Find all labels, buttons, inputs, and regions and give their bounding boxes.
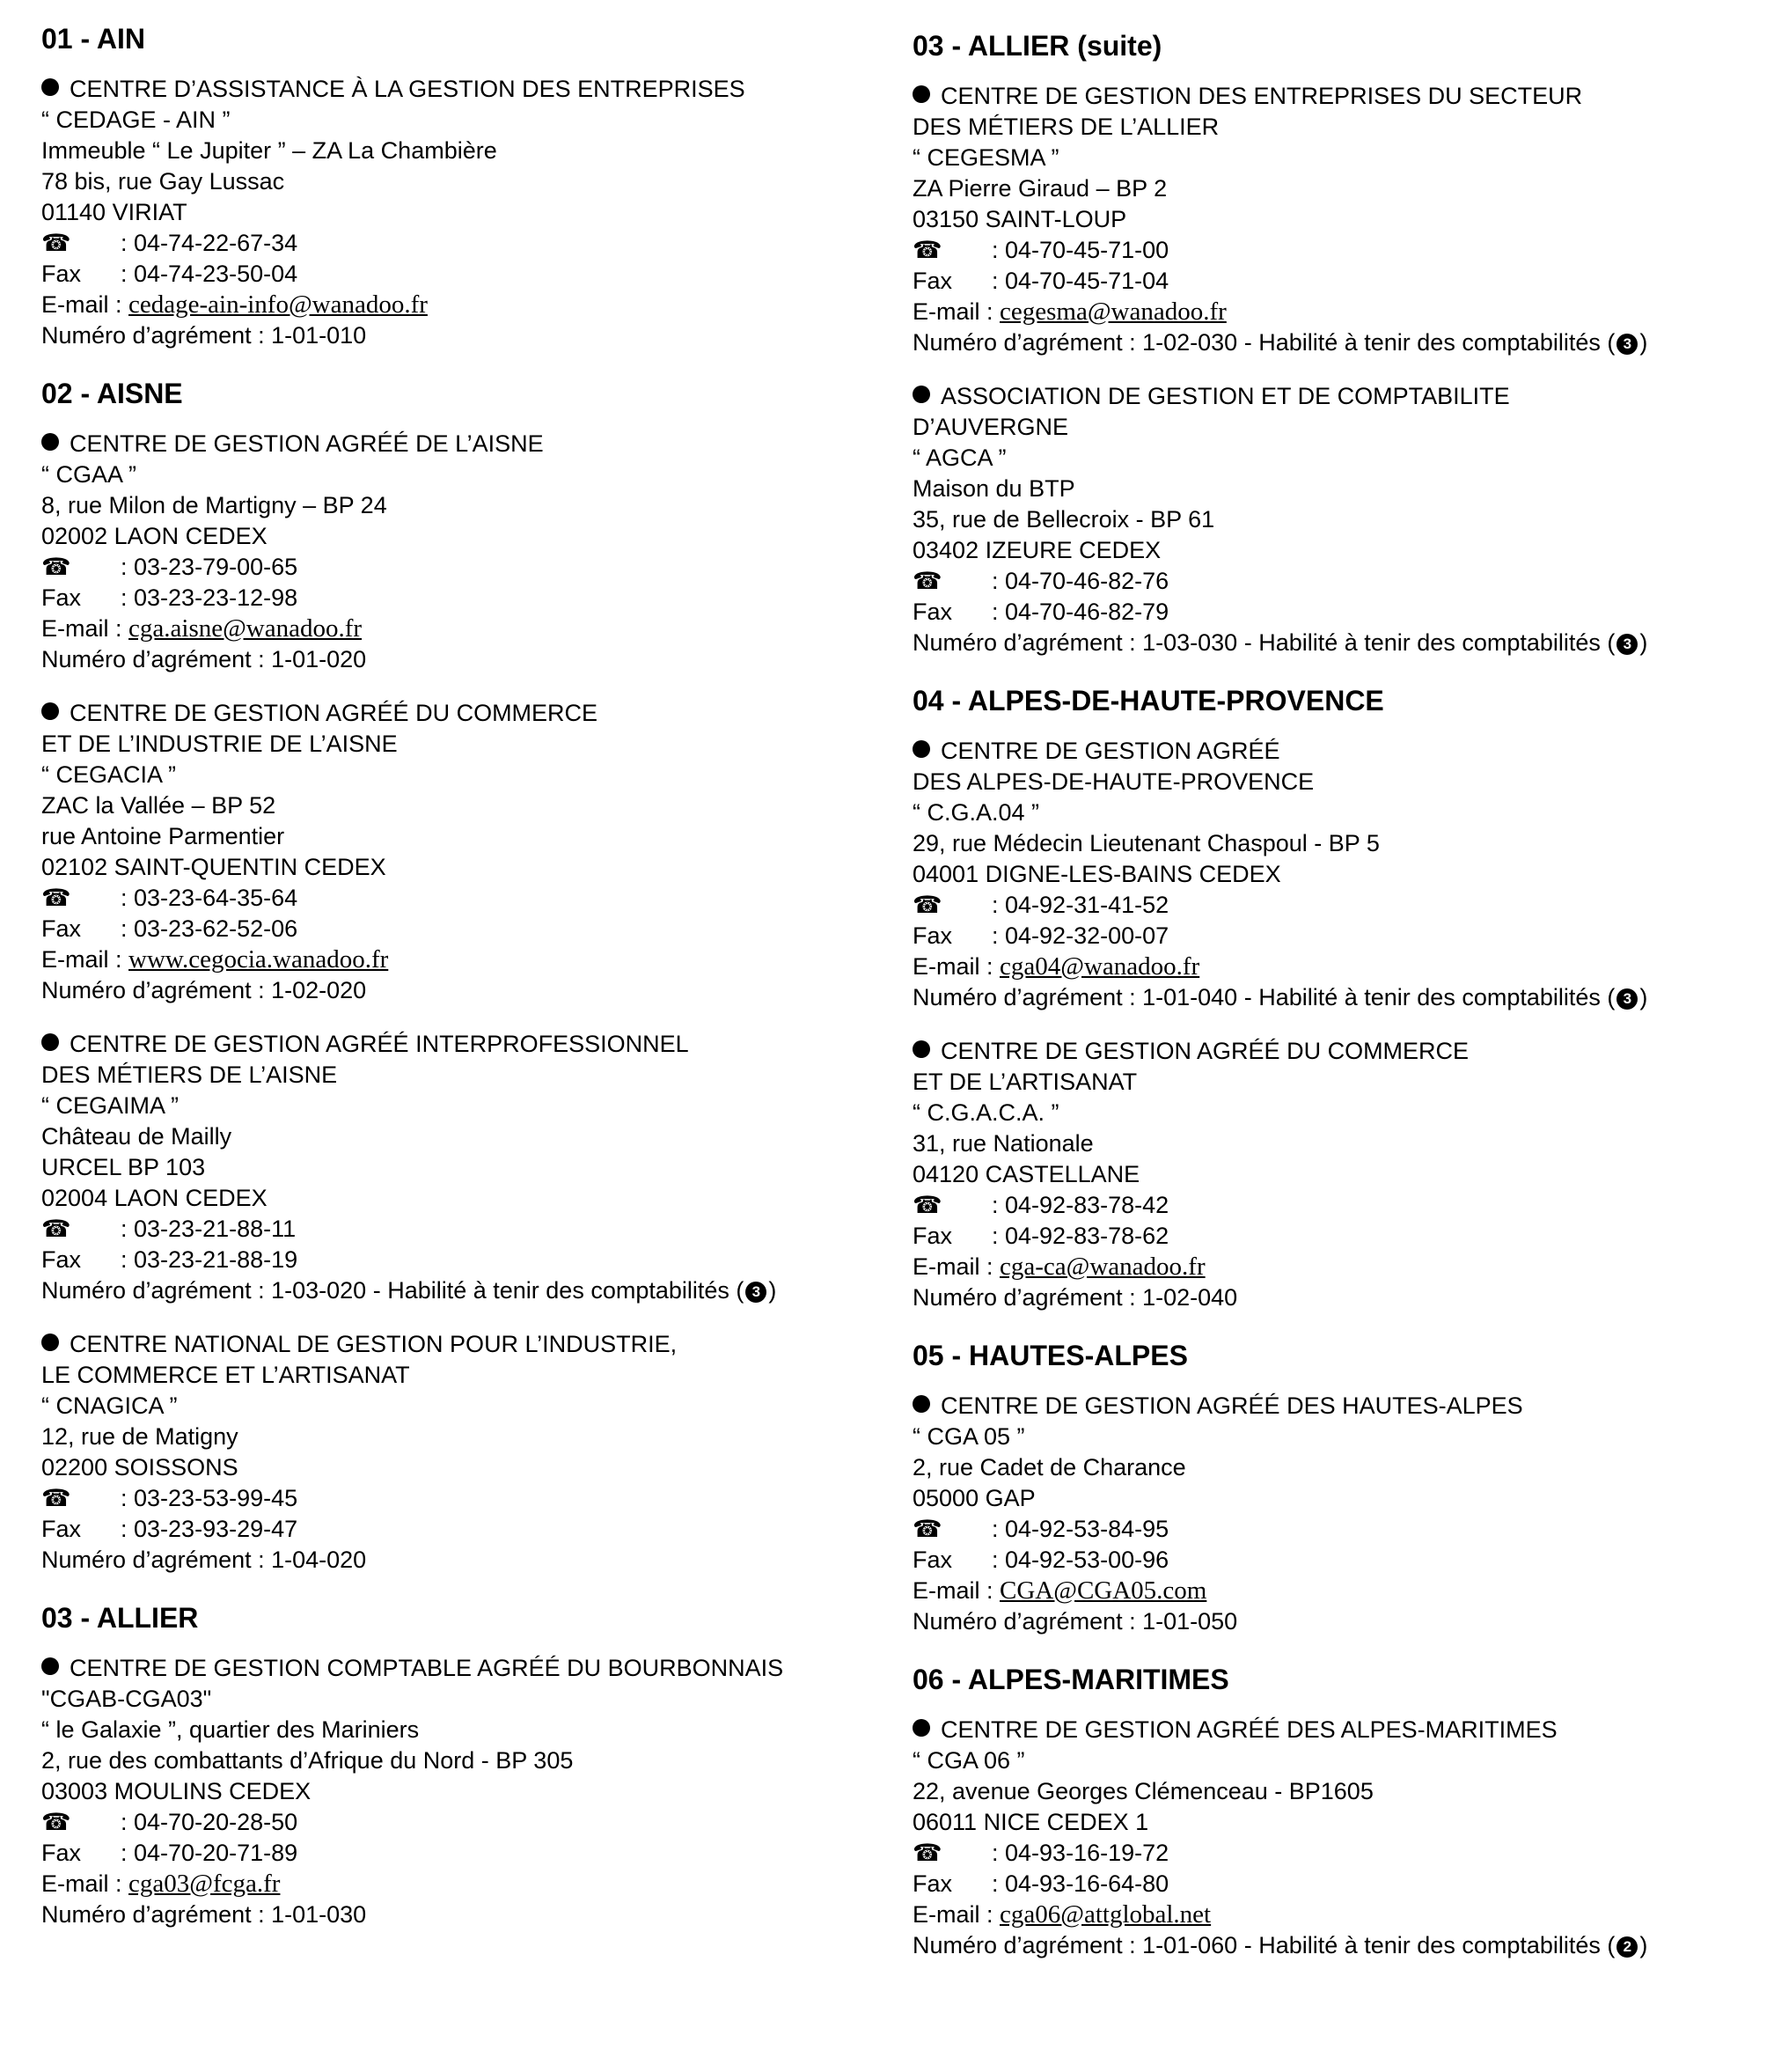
email-line (41, 1869, 895, 1899)
address-line: ZAC la Vallée – BP 52 (41, 792, 276, 819)
fax-prefix: : (992, 599, 1006, 625)
phone-number: 04-74-22-67-34 (134, 230, 298, 256)
telephone-icon: ☎ (913, 1840, 942, 1867)
fax-label: Fax (913, 268, 953, 294)
fax-line (913, 1221, 1757, 1252)
email-link[interactable]: CGA@CGA05.com (1000, 1576, 1207, 1605)
center-name: D’AUVERGNE (913, 414, 1069, 440)
center-entry (913, 81, 1757, 358)
center-entry (41, 429, 895, 675)
phone-prefix: : (121, 1216, 135, 1242)
close-paren: ) (1639, 329, 1648, 356)
center-entry (913, 736, 1757, 1013)
phone-label (913, 1514, 992, 1545)
fax-prefix: : (121, 915, 135, 942)
telephone-icon: ☎ (41, 1485, 71, 1512)
circled-number-icon: 2 (1616, 1936, 1638, 1958)
phone-line (913, 1838, 1757, 1869)
center-acronym: “ CGAA ” (41, 461, 137, 488)
fax-number: 03-23-23-12-98 (134, 584, 298, 611)
phone-line (913, 890, 1757, 921)
address-line: 06011 NICE CEDEX 1 (913, 1809, 1149, 1835)
approval-number: Numéro d’agrément : 1-01-020 (41, 646, 367, 672)
email-line (913, 297, 1757, 327)
fax-prefix: : (992, 1223, 1006, 1249)
approval-number: Numéro d’agrément : 1-03-030 (913, 629, 1238, 656)
fax-prefix: : (992, 922, 1006, 949)
habilitation-text: - Habilité à tenir des comptabilités ( (366, 1277, 744, 1304)
center-name-line (913, 412, 1757, 443)
email-link[interactable]: cga.aisne@wanadoo.fr (128, 614, 363, 643)
department-heading: 01 - AIN (41, 23, 145, 55)
address-line: 05000 GAP (913, 1485, 1036, 1511)
habilitation-text: - Habilité à tenir des comptabilités ( (1237, 984, 1616, 1010)
department-heading: 06 - ALPES-MARITIMES (913, 1664, 1229, 1695)
approval-line (913, 982, 1757, 1013)
address-line: rue Antoine Parmentier (41, 823, 285, 849)
center-acronym: “ CNAGICA ” (41, 1392, 178, 1419)
phone-prefix: : (992, 892, 1006, 918)
approval-number: Numéro d’agrément : 1-01-050 (913, 1608, 1238, 1635)
center-entry (41, 1653, 895, 1930)
department-heading: 02 - AISNE (41, 378, 183, 409)
phone-prefix: : (121, 1809, 135, 1835)
approval-line (913, 1930, 1757, 1961)
address-line: 12, rue de Matigny (41, 1423, 238, 1450)
phone-label (41, 883, 121, 914)
right-column (913, 26, 1757, 1984)
center-name: CENTRE DE GESTION AGRÉÉ DE L’AISNE (70, 430, 544, 457)
phone-line (41, 1214, 895, 1245)
center-name: CENTRE D’ASSISTANCE À LA GESTION DES ENTREPRISES (70, 76, 745, 102)
center-name: CENTRE DE GESTION AGRÉÉ DES ALPES-MARITIMES (941, 1716, 1558, 1743)
center-name-line (913, 112, 1757, 143)
center-name-line (913, 381, 1757, 412)
address-line: Immeuble “ Le Jupiter ” – ZA La Chambière (41, 137, 497, 164)
approval-line (41, 1545, 895, 1576)
email-line (913, 1899, 1757, 1930)
phone-prefix: : (121, 885, 135, 911)
phone-prefix: : (121, 230, 135, 256)
address-line: 78 bis, rue Gay Lussac (41, 168, 285, 195)
address-line: Maison du BTP (913, 475, 1075, 502)
center-name-line (913, 1715, 1757, 1745)
fax-number: 03-23-93-29-47 (134, 1516, 298, 1542)
approval-line (41, 975, 895, 1006)
email-label: E-mail : (41, 946, 129, 973)
approval-number: Numéro d’agrément : 1-01-030 (41, 1901, 367, 1928)
bullet-icon (41, 78, 59, 96)
address-line: 31, rue Nationale (913, 1130, 1094, 1157)
fax-label: Fax (41, 915, 82, 942)
email-label: E-mail : (41, 615, 129, 642)
telephone-icon: ☎ (913, 1192, 942, 1219)
telephone-icon: ☎ (913, 1516, 942, 1543)
center-name-line (913, 1036, 1757, 1067)
approval-number: Numéro d’agrément : 1-01-010 (41, 322, 367, 349)
habilitation-text: - Habilité à tenir des comptabilités ( (1237, 629, 1616, 656)
center-entry (41, 698, 895, 1006)
circled-number-icon: 3 (745, 1282, 766, 1303)
fax-number: 04-74-23-50-04 (134, 261, 298, 287)
phone-line (913, 1514, 1757, 1545)
telephone-icon: ☎ (41, 230, 71, 257)
phone-number: 04-92-83-78-42 (1005, 1192, 1169, 1218)
center-name: CENTRE DE GESTION COMPTABLE AGRÉÉ DU BOURBONNAIS (70, 1655, 784, 1681)
fax-number: 04-70-46-82-79 (1005, 599, 1169, 625)
address-line: ZA Pierre Giraud – BP 2 (913, 175, 1168, 202)
fax-prefix: : (121, 1246, 135, 1273)
bullet-icon (41, 1033, 59, 1051)
phone-label (41, 1483, 121, 1514)
center-name-line (41, 1029, 895, 1060)
fax-prefix: : (121, 261, 135, 287)
fax-line (41, 259, 895, 290)
approval-number: Numéro d’agrément : 1-01-060 (913, 1932, 1238, 1958)
close-paren: ) (768, 1277, 777, 1304)
email-label: E-mail : (913, 1901, 1001, 1928)
phone-prefix: : (992, 1840, 1006, 1866)
fax-number: 04-70-45-71-04 (1005, 268, 1169, 294)
center-acronym: “ CEGESMA ” (913, 144, 1059, 171)
fax-line (41, 1838, 895, 1869)
approval-line (41, 1275, 895, 1306)
approval-line (913, 1606, 1757, 1637)
phone-number: 03-23-64-35-64 (134, 885, 298, 911)
fax-prefix: : (992, 268, 1006, 294)
email-link[interactable]: cga-ca@wanadoo.fr (1000, 1253, 1206, 1281)
email-link[interactable]: www.cegocia.wanadoo.fr (128, 945, 389, 974)
phone-label (41, 228, 121, 259)
email-link[interactable]: cedage-ain-info@wanadoo.fr (128, 290, 428, 319)
bullet-icon (41, 1657, 59, 1675)
fax-label: Fax (913, 1223, 953, 1249)
center-acronym: “ CEDAGE - AIN ” (41, 107, 231, 133)
telephone-icon: ☎ (913, 568, 942, 595)
approval-number: Numéro d’agrément : 1-03-020 (41, 1277, 367, 1304)
fax-prefix: : (121, 1516, 135, 1542)
center-name: LE COMMERCE ET L’ARTISANAT (41, 1362, 410, 1388)
center-name: CENTRE DE GESTION AGRÉÉ (941, 738, 1280, 764)
fax-line (913, 266, 1757, 297)
approval-number: Numéro d’agrément : 1-04-020 (41, 1547, 367, 1573)
address-line: 02200 SOISSONS (41, 1454, 238, 1481)
phone-prefix: : (992, 1192, 1006, 1218)
phone-number: 04-70-46-82-76 (1005, 568, 1169, 594)
center-acronym: “ C.G.A.C.A. ” (913, 1099, 1059, 1126)
address-line: 02004 LAON CEDEX (41, 1185, 268, 1211)
center-acronym: “ AGCA ” (913, 445, 1007, 471)
fax-line (41, 914, 895, 944)
phone-prefix: : (121, 1485, 135, 1511)
phone-label (41, 552, 121, 583)
bullet-icon (913, 85, 930, 103)
circled-number-icon: 3 (1616, 988, 1638, 1010)
address-line: 02002 LAON CEDEX (41, 523, 268, 549)
fax-number: 04-92-32-00-07 (1005, 922, 1169, 949)
address-line: 2, rue des combattants d’Afrique du Nord - BP 305 (41, 1747, 574, 1774)
center-name-line (41, 729, 895, 760)
phone-number: 04-93-16-19-72 (1005, 1840, 1169, 1866)
bullet-icon (41, 433, 59, 451)
email-line (913, 1252, 1757, 1282)
circled-number-icon: 3 (1616, 634, 1638, 655)
fax-label: Fax (913, 1547, 953, 1573)
center-entry (913, 1715, 1757, 1961)
close-paren: ) (1639, 629, 1648, 656)
center-name: CENTRE DE GESTION AGRÉÉ DES HAUTES-ALPES (941, 1392, 1523, 1419)
phone-line (913, 1190, 1757, 1221)
center-name: ET DE L’INDUSTRIE DE L’AISNE (41, 731, 398, 757)
phone-line (41, 883, 895, 914)
fax-label: Fax (913, 922, 953, 949)
phone-prefix: : (992, 237, 1006, 263)
approval-number: Numéro d’agrément : 1-02-040 (913, 1284, 1238, 1311)
approval-line (913, 628, 1757, 658)
address-line: 04001 DIGNE-LES-BAINS CEDEX (913, 861, 1281, 887)
approval-line (41, 644, 895, 675)
email-link[interactable]: cga06@attglobal.net (1000, 1900, 1212, 1929)
fax-line (913, 921, 1757, 952)
address-line: 35, rue de Bellecroix - BP 61 (913, 506, 1215, 533)
email-line (41, 614, 895, 644)
center-name: ASSOCIATION DE GESTION ET DE COMPTABILITE (941, 383, 1510, 409)
habilitation-text: - Habilité à tenir des comptabilités ( (1237, 1932, 1616, 1958)
phone-label (913, 890, 992, 921)
center-name: CENTRE NATIONAL DE GESTION POUR L’INDUSTRIE, (70, 1331, 678, 1357)
phone-number: 04-70-45-71-00 (1005, 237, 1169, 263)
close-paren: ) (1639, 984, 1648, 1010)
address-line: Château de Mailly (41, 1123, 232, 1150)
center-name: CENTRE DE GESTION AGRÉÉ DU COMMERCE (941, 1038, 1470, 1064)
center-name-line (913, 1067, 1757, 1098)
phone-label (913, 235, 992, 266)
fax-label: Fax (913, 1870, 953, 1897)
center-entry (41, 1329, 895, 1576)
fax-line (913, 1545, 1757, 1576)
address-line: 2, rue Cadet de Charance (913, 1454, 1186, 1481)
center-entry (913, 381, 1757, 658)
address-line: 01140 VIRIAT (41, 199, 187, 225)
fax-label: Fax (41, 1246, 82, 1273)
approval-line (41, 320, 895, 351)
phone-line (41, 228, 895, 259)
address-line: 03003 MOULINS CEDEX (41, 1778, 312, 1804)
phone-line (41, 552, 895, 583)
fax-number: 04-93-16-64-80 (1005, 1870, 1169, 1897)
telephone-icon: ☎ (41, 1809, 71, 1836)
department-heading: 05 - HAUTES-ALPES (913, 1340, 1188, 1371)
center-acronym: “ CEGACIA ” (41, 761, 177, 788)
address-line: 8, rue Milon de Martigny – BP 24 (41, 492, 387, 518)
center-name: CENTRE DE GESTION AGRÉÉ INTERPROFESSIONNEL (70, 1031, 689, 1057)
department-heading: 03 - ALLIER (41, 1602, 199, 1634)
center-name: DES MÉTIERS DE L’AISNE (41, 1062, 338, 1088)
bullet-icon (913, 1395, 930, 1413)
center-entry (913, 1391, 1757, 1637)
phone-prefix: : (121, 554, 135, 580)
email-line (913, 1576, 1757, 1606)
department-heading: 04 - ALPES-DE-HAUTE-PROVENCE (913, 685, 1384, 716)
center-name-line (41, 1360, 895, 1391)
email-line (913, 952, 1757, 982)
bullet-icon (913, 1040, 930, 1058)
left-column (41, 19, 895, 1953)
phone-number: 03-23-53-99-45 (134, 1485, 298, 1511)
address-line: 22, avenue Georges Clémenceau - BP1605 (913, 1778, 1374, 1804)
fax-label: Fax (913, 599, 953, 625)
center-name-line (913, 81, 1757, 112)
fax-label: Fax (41, 584, 82, 611)
fax-label: Fax (41, 1840, 82, 1866)
telephone-icon: ☎ (41, 885, 71, 912)
telephone-icon: ☎ (913, 892, 942, 919)
center-acronym: “ CEGAIMA ” (41, 1092, 180, 1119)
approval-number: Numéro d’agrément : 1-02-020 (41, 977, 367, 1003)
center-name-line (41, 429, 895, 459)
phone-line (913, 566, 1757, 597)
fax-line (41, 1245, 895, 1275)
phone-label (41, 1214, 121, 1245)
email-line (41, 290, 895, 320)
department-heading: 03 - ALLIER (suite) (913, 30, 1162, 62)
center-name-line (41, 1060, 895, 1091)
address-line: URCEL BP 103 (41, 1154, 206, 1180)
bullet-icon (41, 1334, 59, 1351)
email-label: E-mail : (913, 298, 1001, 325)
fax-prefix: : (121, 584, 135, 611)
approval-line (41, 1899, 895, 1930)
email-link[interactable]: cga04@wanadoo.fr (1000, 952, 1200, 981)
phone-number: 03-23-79-00-65 (134, 554, 298, 580)
center-acronym: “ CGA 05 ” (913, 1423, 1025, 1450)
fax-line (41, 1514, 895, 1545)
circled-number-icon: 3 (1616, 334, 1638, 355)
phone-line (913, 235, 1757, 266)
phone-label (913, 1838, 992, 1869)
close-paren: ) (1639, 1932, 1648, 1958)
email-line (41, 944, 895, 975)
address-line: 02102 SAINT-QUENTIN CEDEX (41, 854, 386, 880)
approval-number: Numéro d’agrément : 1-01-040 (913, 984, 1238, 1010)
approval-line (913, 327, 1757, 358)
phone-line (41, 1483, 895, 1514)
telephone-icon: ☎ (41, 554, 71, 581)
center-name: CENTRE DE GESTION AGRÉÉ DU COMMERCE (70, 700, 598, 726)
center-name-line (913, 767, 1757, 797)
address-line: 29, rue Médecin Lieutenant Chaspoul - BP 5 (913, 830, 1380, 856)
phone-prefix: : (992, 1516, 1006, 1542)
phone-line (41, 1807, 895, 1838)
address-line: 03150 SAINT-LOUP (913, 206, 1127, 232)
telephone-icon: ☎ (913, 237, 942, 264)
bullet-icon (913, 386, 930, 403)
fax-number: 04-92-83-78-62 (1005, 1223, 1169, 1249)
address-line: “ le Galaxie ”, quartier des Mariniers (41, 1716, 420, 1743)
fax-line (913, 597, 1757, 628)
center-name-line (41, 1653, 895, 1684)
fax-number: 04-92-53-00-96 (1005, 1547, 1169, 1573)
phone-label (41, 1807, 121, 1838)
center-name-line (41, 1329, 895, 1360)
fax-line (913, 1869, 1757, 1899)
email-label: E-mail : (41, 1870, 129, 1897)
center-name: CENTRE DE GESTION DES ENTREPRISES DU SECTEUR (941, 83, 1583, 109)
email-label: E-mail : (913, 1253, 1001, 1280)
phone-label (913, 566, 992, 597)
phone-number: 04-70-20-28-50 (134, 1809, 298, 1835)
email-link[interactable]: cga03@fcga.fr (128, 1870, 281, 1898)
center-acronym: "CGAB-CGA03" (41, 1686, 212, 1712)
center-acronym: “ CGA 06 ” (913, 1747, 1025, 1774)
fax-prefix: : (992, 1870, 1006, 1897)
center-entry (41, 1029, 895, 1306)
fax-line (41, 583, 895, 614)
center-name: DES MÉTIERS DE L’ALLIER (913, 114, 1220, 140)
email-label: E-mail : (913, 953, 1001, 980)
fax-prefix: : (121, 1840, 135, 1866)
fax-number: 04-70-20-71-89 (134, 1840, 298, 1866)
phone-number: 03-23-21-88-11 (134, 1216, 297, 1242)
fax-number: 03-23-62-52-06 (134, 915, 298, 942)
center-name: ET DE L’ARTISANAT (913, 1069, 1138, 1095)
center-name-line (41, 698, 895, 729)
center-name-line (913, 736, 1757, 767)
phone-number: 04-92-53-84-95 (1005, 1516, 1169, 1542)
fax-label: Fax (41, 261, 82, 287)
approval-line (913, 1282, 1757, 1313)
telephone-icon: ☎ (41, 1216, 71, 1243)
email-link[interactable]: cegesma@wanadoo.fr (1000, 298, 1227, 326)
center-name: DES ALPES-DE-HAUTE-PROVENCE (913, 768, 1315, 795)
email-label: E-mail : (41, 291, 129, 318)
center-entry (41, 74, 895, 351)
email-label: E-mail : (913, 1577, 1001, 1604)
habilitation-text: - Habilité à tenir des comptabilités ( (1237, 329, 1616, 356)
phone-number: 04-92-31-41-52 (1005, 892, 1169, 918)
fax-number: 03-23-21-88-19 (134, 1246, 298, 1273)
fax-label: Fax (41, 1516, 82, 1542)
bullet-icon (913, 740, 930, 758)
address-line: 04120 CASTELLANE (913, 1161, 1140, 1187)
fax-prefix: : (992, 1547, 1006, 1573)
center-name-line (41, 74, 895, 105)
center-entry (913, 1036, 1757, 1313)
bullet-icon (913, 1719, 930, 1737)
center-acronym: “ C.G.A.04 ” (913, 799, 1040, 826)
bullet-icon (41, 702, 59, 720)
center-name-line (913, 1391, 1757, 1422)
approval-number: Numéro d’agrément : 1-02-030 (913, 329, 1238, 356)
phone-prefix: : (992, 568, 1006, 594)
address-line: 03402 IZEURE CEDEX (913, 537, 1162, 563)
phone-label (913, 1190, 992, 1221)
